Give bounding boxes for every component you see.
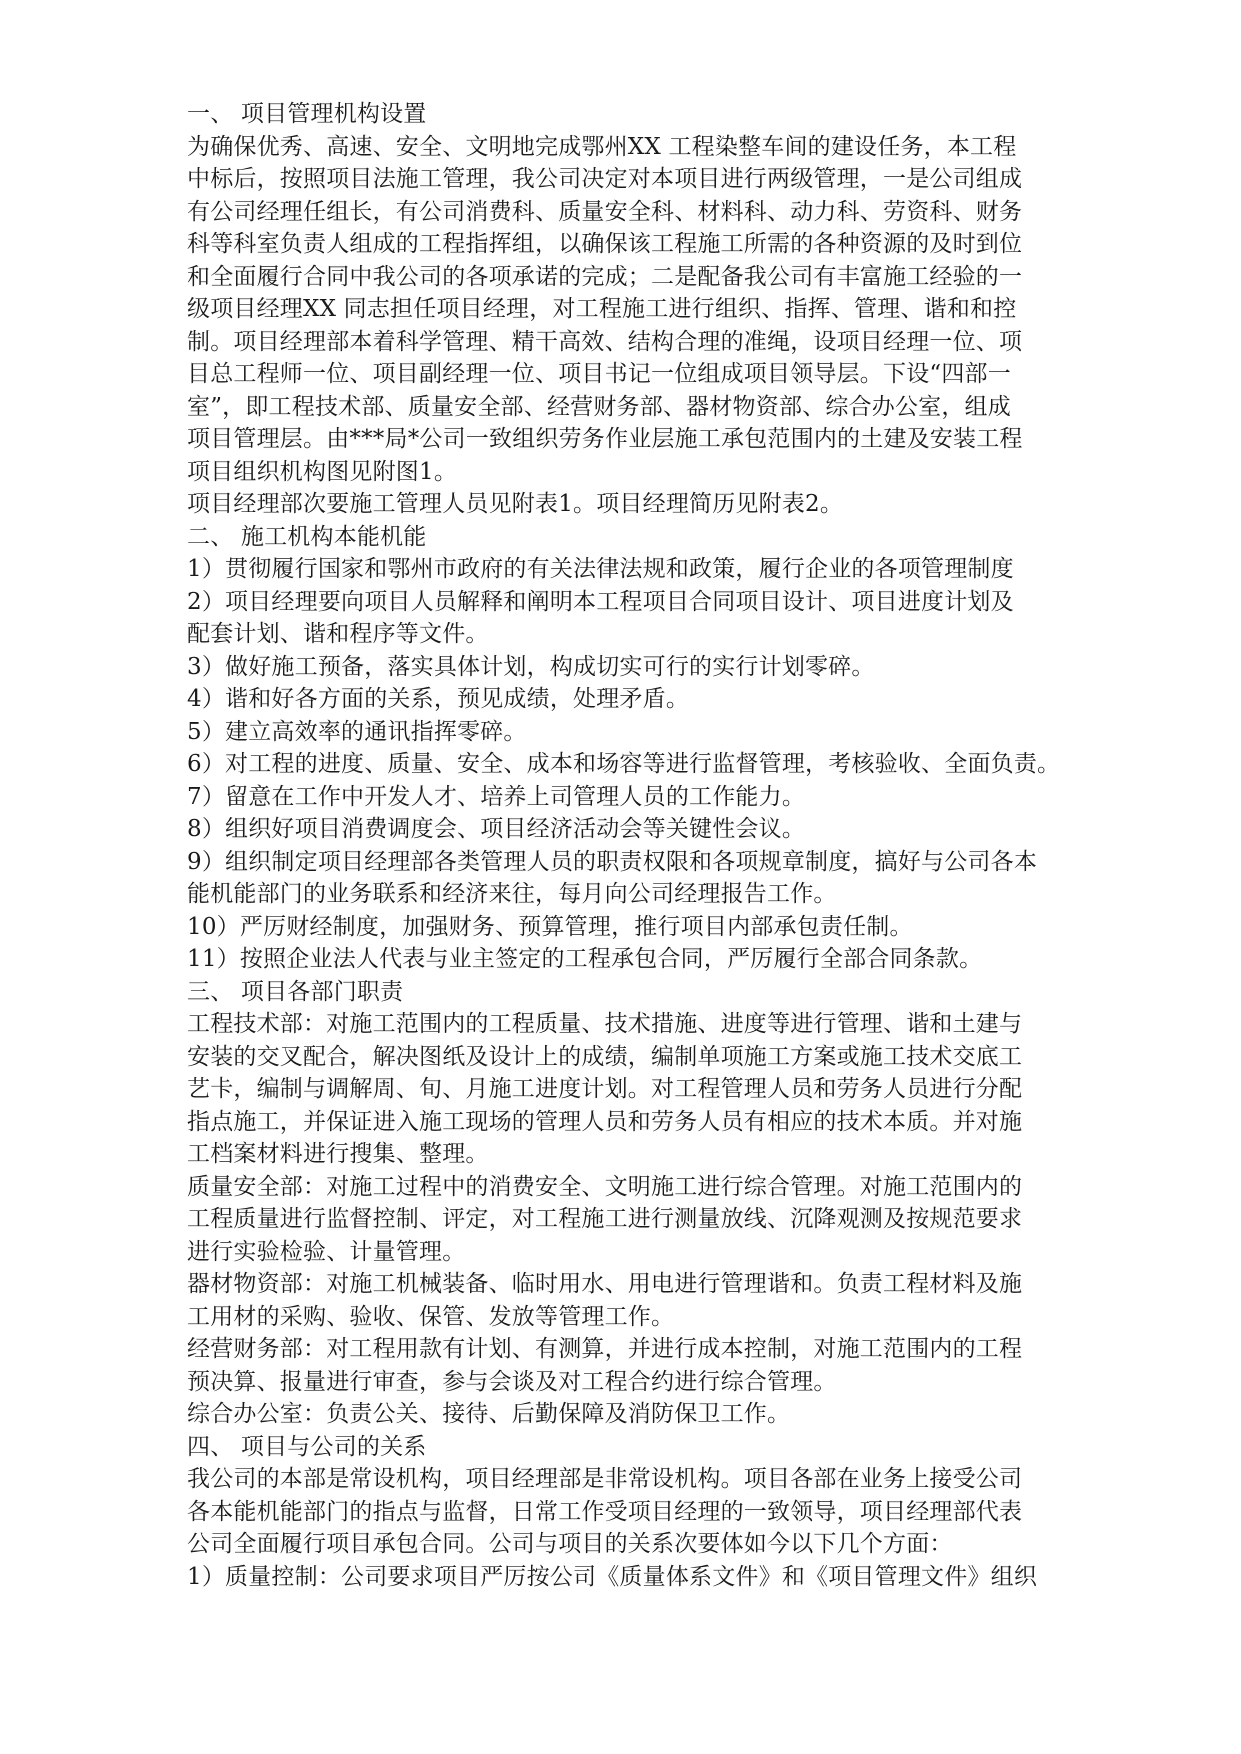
- text-line: 5）建立高效率的通讯指挥零碎。: [187, 718, 527, 745]
- text-line: 项目管理层。由***局*公司一致组织劳务作业层施工承包范围内的土建及安装工程: [187, 426, 1023, 452]
- text-line: 10）严厉财经制度，加强财务、预算管理，推行项目内部承包责任制。: [187, 913, 913, 940]
- text-line: 目总工程师一位、项目副经理一位、项目书记一位组成项目领导层。下设“四部一: [187, 361, 1011, 387]
- document-page: [187, 98, 1087, 1593]
- text-line: 三、 项目各部门职责: [187, 978, 404, 1005]
- text-line: 艺卡，编制与调解周、旬、月施工进度计划。对工程管理人员和劳务人员进行分配: [187, 1076, 1023, 1102]
- text-line: 预决算、报量进行审查，参与会谈及对工程合约进行综合管理。: [187, 1368, 837, 1395]
- text-line: 工用材的采购、验收、保管、发放等管理工作。: [187, 1303, 675, 1330]
- text-line: 9）组织制定项目经理部各类管理人员的职责权限和各项规章制度，搞好与公司各本: [187, 848, 1038, 875]
- text-line: 综合办公室：负责公关、接待、后勤保障及消防保卫工作。: [187, 1401, 791, 1427]
- text-line: 项目组织机构图见附图1。: [187, 458, 458, 485]
- text-line: 质量安全部：对施工过程中的消费安全、文明施工进行综合管理。对施工范围内的: [187, 1173, 1023, 1200]
- text-line: 2）项目经理要向项目人员解释和阐明本工程项目合同项目设计、项目进度计划及: [187, 588, 1014, 615]
- text-line: 6）对工程的进度、质量、安全、成本和场容等进行监督管理，考核验收、全面负责。: [187, 751, 1061, 777]
- text-line: 器材物资部：对施工机械装备、临时用水、用电进行管理谐和。负责工程材料及施: [187, 1271, 1023, 1297]
- text-line: 级项目经理XX 同志担任项目经理，对工程施工进行组织、指挥、管理、谐和和控: [187, 296, 1017, 322]
- text-line: 和全面履行合同中我公司的各项承诺的完成；二是配备我公司有丰富施工经验的一: [187, 263, 1023, 290]
- text-line: 工程质量进行监督控制、评定，对工程施工进行测量放线、沉降观测及按规范要求: [187, 1206, 1023, 1232]
- text-line: 进行实验检验、计量管理。: [187, 1238, 466, 1265]
- text-line: 公司全面履行项目承包合同。公司与项目的关系次要体如今以下几个方面：: [187, 1531, 953, 1557]
- text-line: 四、 项目与公司的关系: [187, 1433, 427, 1460]
- text-line: 11）按照企业法人代表与业主签定的工程承包合同，严厉履行全部合同条款。: [187, 946, 983, 972]
- text-line: 8）组织好项目消费调度会、项目经济活动会等关键性会议。: [187, 816, 806, 842]
- text-line: 3）做好施工预备，落实具体计划，构成切实可行的实行计划零碎。: [187, 653, 875, 680]
- text-line: 我公司的本部是常设机构，项目经理部是非常设机构。项目各部在业务上接受公司: [187, 1466, 1023, 1492]
- text-line: 二、 施工机构本能机能: [187, 523, 427, 550]
- text-line: 为确保优秀、高速、安全、文明地完成鄂州XX 工程染整车间的建设任务，本工程: [187, 133, 1017, 160]
- text-line: 指点施工，并保证进入施工现场的管理人员和劳务人员有相应的技术本质。并对施: [187, 1108, 1023, 1135]
- text-line: 室”，即工程技术部、质量安全部、经营财务部、器材物资部、综合办公室，组成: [187, 393, 1011, 420]
- text-line: 各本能机能部门的指点与监督，日常工作受项目经理的一致领导，项目经理部代表: [187, 1498, 1023, 1525]
- text-line: 有公司经理任组长，有公司消费科、质量安全科、材料科、动力科、劳资科、财务: [187, 198, 1023, 225]
- text-line: 4）谐和好各方面的关系，预见成绩，处理矛盾。: [187, 686, 690, 712]
- text-line: 配套计划、谐和程序等文件。: [187, 621, 489, 647]
- text-line: 1）贯彻履行国家和鄂州市政府的有关法律法规和政策，履行企业的各项管理制度: [187, 556, 1014, 582]
- text-line: 制。项目经理部本着科学管理、精干高效、结构合理的准绳，设项目经理一位、项: [187, 328, 1023, 355]
- text-line: 中标后，按照项目法施工管理，我公司决定对本项目进行两级管理，一是公司组成: [187, 166, 1023, 192]
- text-line: 7）留意在工作中开发人才、培养上司管理人员的工作能力。: [187, 783, 806, 810]
- text-line: 安装的交叉配合，解决图纸及设计上的成绩，编制单项施工方案或施工技术交底工: [187, 1043, 1023, 1070]
- text-line: 项目经理部次要施工管理人员见附表1。项目经理简历见附表2。: [187, 491, 844, 517]
- text-line: 1）质量控制：公司要求项目严厉按公司《质量体系文件》和《项目管理文件》组织: [187, 1563, 1038, 1590]
- text-line: 工档案材料进行搜集、整理。: [187, 1141, 489, 1167]
- text-line: 科等科室负责人组成的工程指挥组，以确保该工程施工所需的各种资源的及时到位: [187, 231, 1023, 257]
- text-line: 一、 项目管理机构设置: [187, 101, 427, 127]
- text-line: 工程技术部：对施工范围内的工程质量、技术措施、进度等进行管理、谐和土建与: [187, 1011, 1023, 1037]
- text-line: 经营财务部：对工程用款有计划、有测算，并进行成本控制，对施工范围内的工程: [187, 1336, 1023, 1362]
- text-line: 能机能部门的业务联系和经济来往，每月向公司经理报告工作。: [187, 881, 837, 907]
